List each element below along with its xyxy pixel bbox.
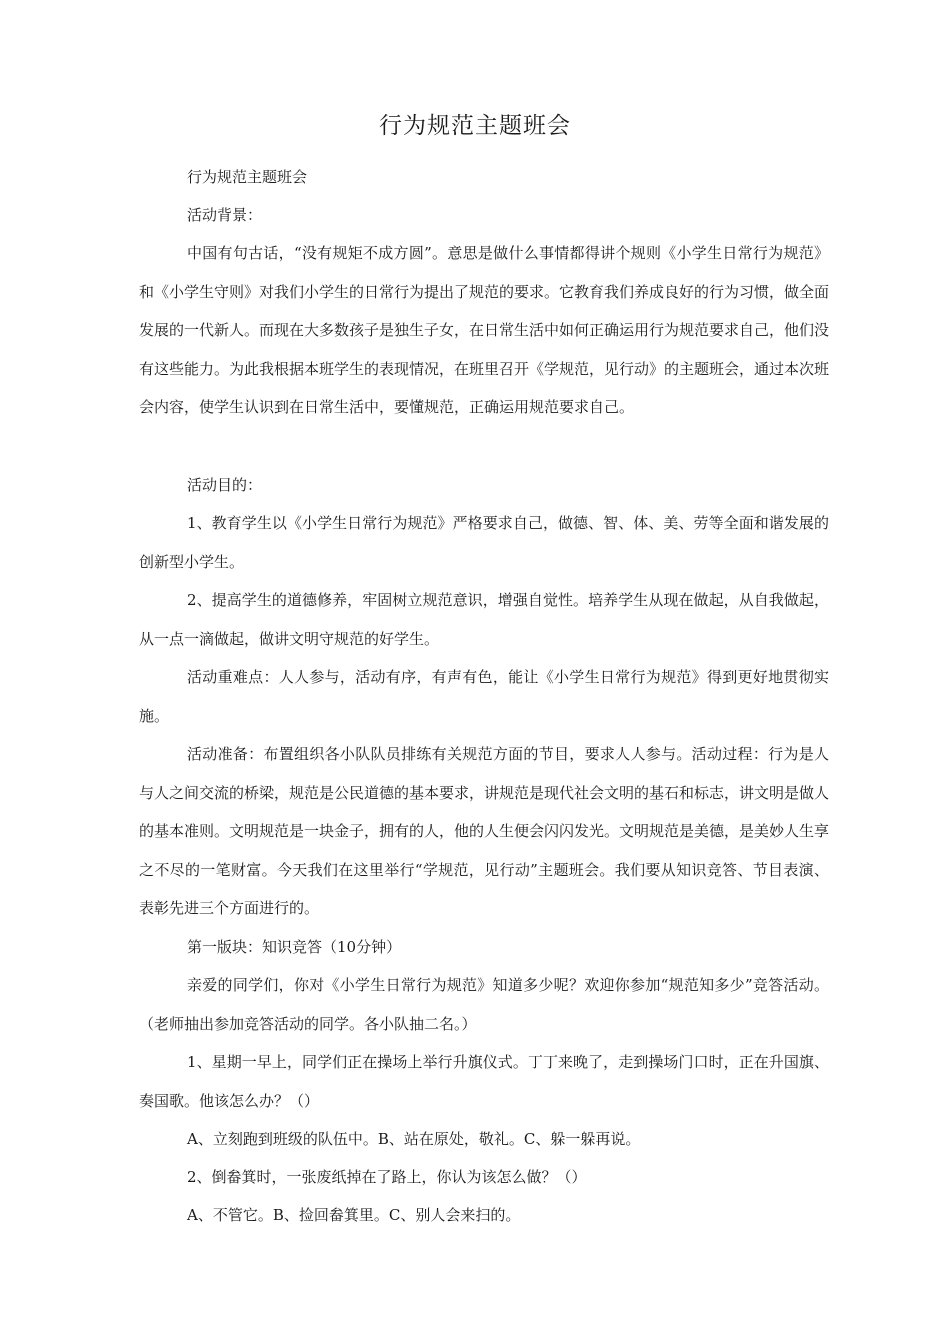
paragraph-preparation: 活动准备：布置组织各小队队员排练有关规范方面的节目，要求人人参与。活动过程：行为是人与人之间交流的桥梁，规范是公民道德的基本要求，讲规范是现代社会文明的基石和标志，讲文明是做人的基本准则。文明规范是一块金子，拥有的人，他的人生便会闪闪发光。文明规范是美德，是美妙人生享之不尽的一笔财富。今天我们在这里举行“学规范，见行动”主题班会。我们要从知识竞答、节目表演、表彰先进三个方面进行的。 [139,745,830,918]
paragraph-purpose-1: 1、教育学生以《小学生日常行为规范》严格要求自己，做德、智、体、美、劳等全面和谐发展的创新型小学生。 [139,514,829,571]
document-title: 行为规范主题班会 [379,113,571,139]
paragraph-background-label: 活动背景： [187,206,263,224]
paragraph-key-points: 活动重难点：人人参与，活动有序，有声有色，能让《小学生日常行为规范》得到更好地贯彻实施。 [139,668,829,725]
paragraph-options-2: A、不管它。B、捡回畚箕里。C、别人会来扫的。 [187,1206,521,1224]
paragraph-question-1: 1、星期一早上，同学们正在操场上举行升旗仪式。丁丁来晚了，走到操场门口时，正在升国旗、奏国歌。他该怎么办？（） [139,1053,829,1110]
paragraph-question-2: 2、倒畚箕时，一张废纸掉在了路上，你认为该怎么做？（） [187,1168,587,1186]
paragraph-section-one: 第一版块：知识竞答（10分钟） [187,938,402,956]
paragraph-purpose-2: 2、提高学生的道德修养，牢固树立规范意识，增强自觉性。培养学生从现在做起，从自我做起，从一点一滴做起，做讲文明守规范的好学生。 [139,591,829,648]
paragraph-options-1: A、立刻跑到班级的队伍中。B、站在原处，敬礼。C、躲一躲再说。 [187,1130,641,1148]
paragraph-purpose-label: 活动目的： [187,476,263,494]
paragraph-quiz-intro: 亲爱的同学们，你对《小学生日常行为规范》知道多少呢？欢迎你参加“规范知多少”竞答活动。（老师抽出参加竞答活动的同学。各小队抽二名。） [139,976,829,1033]
paragraph-background: 中国有句古话，“没有规矩不成方圆”。意思是做什么事情都得讲个规则《小学生日常行为规范》和《小学生守则》对我们小学生的日常行为提出了规范的要求。它教育我们养成良好的行为习惯，做全面发展的一代新人。而现在大多数孩子是独生子女，在日常生活中如何正确运用行为规范要求自己，他们没有这些能力。为此我根据本班学生的表现情况，在班里召开《学规范，见行动》的主题班会，通过本次班会内容，使学生认识到在日常生活中，要懂规范，正确运用规范要求自己。 [139,244,830,417]
paragraph-heading: 行为规范主题班会 [187,168,308,186]
